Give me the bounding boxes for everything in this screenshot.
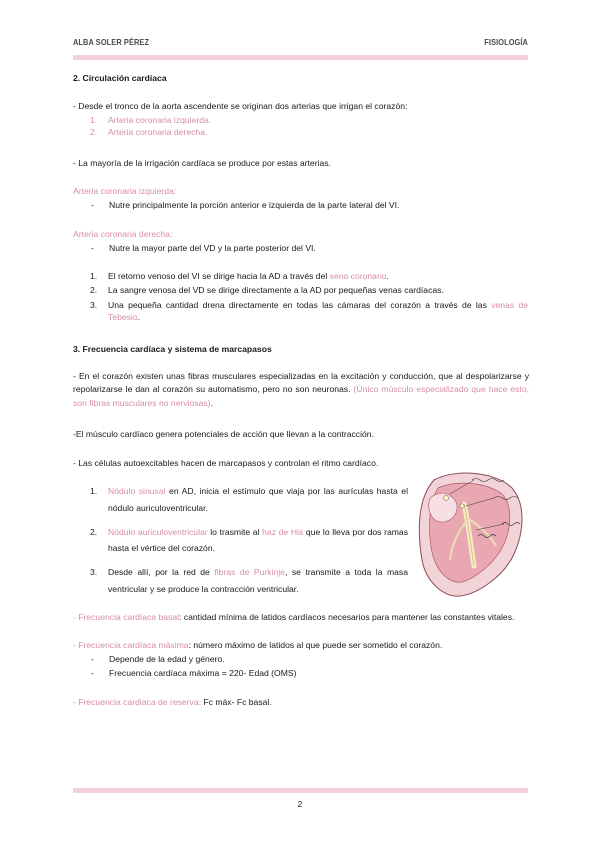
haz-de-his-term: haz de His xyxy=(262,526,304,537)
list-number: 3. xyxy=(90,567,98,577)
basal-label: - Frecuencia cardíaca basal xyxy=(73,612,180,622)
basal-heart-rate: - Frecuencia cardíaca basal: cantidad mínima de latidos cardíacos necesarios para mantener las constantes vitales. xyxy=(73,612,515,622)
list-text: Frecuencia cardíaca máxima = 220- Edad (OMS) xyxy=(109,668,297,679)
section-3-paragraph-2: -El músculo cardíaco genera potenciales de acción que llevan a la contracción. xyxy=(73,429,374,439)
dash-marker: - xyxy=(91,200,94,210)
list-number: 1. xyxy=(90,486,98,496)
list-item xyxy=(73,653,529,665)
pacemaker-steps-list xyxy=(90,483,408,605)
list-text: Una pequeña cantidad drena directamente en todas las cámaras del corazón a través de las venas de Tebesio. xyxy=(108,299,528,323)
section-3-paragraph-3: - Las células autoexcitables hacen de marcapasos y controlan el ritmo cardíaco. xyxy=(73,458,379,468)
seno-coronario-term: seno coronario xyxy=(329,271,387,281)
reserve-heart-rate: - Frecuencia cardiaca de reserva: Fc máx- Fc basal. xyxy=(73,697,272,707)
reserve-label: - Frecuencia cardiaca de reserva: xyxy=(73,697,202,707)
max-label: - Frecuencia cardíaca máxima xyxy=(73,640,189,650)
section-2-title: 2. Circulación cardíaca xyxy=(73,73,167,83)
list-text: Arteria coronaria derecha. xyxy=(108,127,208,138)
list-text: Depende de la edad y género. xyxy=(109,654,225,664)
list-text: Arteria coronaria izquierda. xyxy=(108,115,212,125)
right-artery-item xyxy=(73,242,529,254)
list-item xyxy=(90,270,528,282)
list-number: 1. xyxy=(90,115,98,125)
list-item xyxy=(90,524,408,558)
nodulo-av-term: Nódulo auriculoventricular xyxy=(108,526,208,537)
list-text: El retorno venoso del VI se dirige hacia la AD a través del seno coronario. xyxy=(108,271,389,281)
majority-paragraph: - La mayoría de la irrigación cardíaca se produce por estas arterias. xyxy=(73,158,331,168)
right-artery-title: Arteria coronaria derecha: xyxy=(73,229,173,239)
list-item xyxy=(90,284,528,296)
list-number: 1. xyxy=(90,271,98,281)
section-3-paragraph-1: - En el corazón existen unas fibras musculares especializadas en la excitación y conducción, que al despolarizarse y repolarizarse le dan al corazón su automatismo, pero no son neuronas. (Único músculo especializado que hace esto, son fibras musculares no nerviosas). xyxy=(73,371,530,408)
list-number: 2. xyxy=(90,285,98,296)
list-item xyxy=(73,667,529,679)
list-item xyxy=(90,564,408,598)
right-artery-text: Nutre la mayor parte del VD y la parte posterior del VI. xyxy=(109,243,316,253)
dash-marker: - xyxy=(91,243,94,253)
venous-return-list xyxy=(90,270,528,324)
arteries-list xyxy=(90,114,528,139)
specialized-muscle-note: (Único músculo especializado que hace esto, son fibras musculares no nerviosas) xyxy=(73,384,530,408)
section-3-title: 3. Frecuencia cardíaca y sistema de marcapasos xyxy=(73,344,272,354)
section-2-intro: - Desde el tronco de la aorta ascendente se originan dos arterias que irrigan el corazón: xyxy=(73,101,408,111)
header-subject: FISIOLOGÍA xyxy=(484,37,528,48)
page-number: 2 xyxy=(297,799,303,809)
list-item xyxy=(90,126,528,138)
list-item xyxy=(90,299,528,324)
venas-tebesio-term: venas de Tebesio xyxy=(108,299,528,323)
max-heart-rate-details xyxy=(73,653,529,680)
left-artery-text: Nutre principalmente la porción anterior e izquierda de la parte lateral del VI. xyxy=(109,200,400,210)
dash-marker: - xyxy=(91,654,94,664)
list-text: Desde allí, por la red de fibras de Purkinje, se transmite a toda la masa ventricular y se produce la contracción ventricular. xyxy=(108,567,408,594)
list-number: 2. xyxy=(90,526,98,537)
max-heart-rate: - Frecuencia cardíaca máxima: número máximo de latidos al que puede ser sometido el corazón. xyxy=(73,640,443,650)
list-text: Nódulo sinusal en AD, inicia el estímulo que viaja por las aurículas hasta el nódulo auriculoventricular. xyxy=(108,486,409,513)
list-number: 3. xyxy=(90,299,98,310)
purkinje-term: fibras de Purkinje xyxy=(214,567,285,577)
footer-band xyxy=(73,788,528,793)
header-band xyxy=(73,55,528,60)
nodulo-sinusal-term: Nódulo sinusal xyxy=(108,486,166,496)
left-artery-title: Arteria coronaria izquierda: xyxy=(73,186,177,196)
header-author: ALBA SOLER PÉREZ xyxy=(73,37,150,48)
list-text: Nódulo auriculoventricular lo trasmite al haz de His que lo lleva por dos ramas hasta el vértice del corazón. xyxy=(108,526,409,554)
list-item xyxy=(90,483,408,517)
left-artery-item xyxy=(73,199,529,211)
heart-conduction-illustration xyxy=(416,470,526,598)
list-text: La sangre venosa del VD se dirige directamente a la AD por pequeñas venas cardíacas. xyxy=(108,285,444,296)
dash-marker: - xyxy=(91,668,94,679)
list-number: 2. xyxy=(90,127,98,138)
list-item xyxy=(90,114,528,126)
